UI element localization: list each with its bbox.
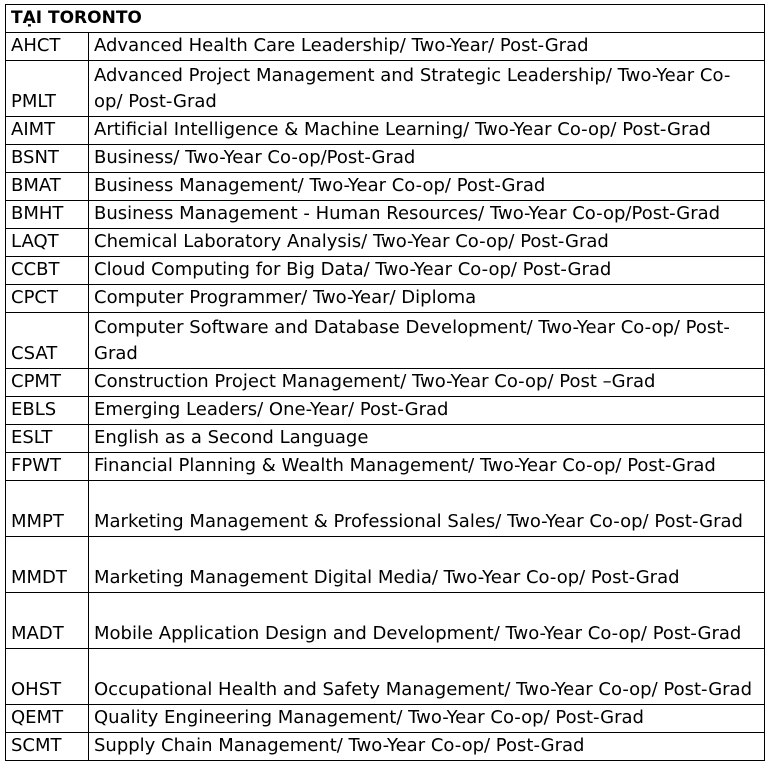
program-name: English as a Second Language bbox=[89, 425, 765, 453]
program-name: Business Management/ Two-Year Co-op/ Post-Grad bbox=[89, 173, 765, 201]
table-row bbox=[6, 425, 765, 453]
table-row bbox=[6, 33, 765, 61]
program-name: Marketing Management Digital Media/ Two-Year Co-op/ Post-Grad bbox=[89, 537, 765, 593]
program-table bbox=[5, 4, 765, 761]
program-name: Chemical Laboratory Analysis/ Two-Year Co-op/ Post-Grad bbox=[89, 229, 765, 257]
table-row bbox=[6, 649, 765, 705]
program-code: QEMT bbox=[6, 705, 89, 733]
program-code: SCMT bbox=[6, 733, 89, 761]
program-code: MADT bbox=[6, 593, 89, 649]
program-name: Business Management - Human Resources/ Two-Year Co-op/Post-Grad bbox=[89, 201, 765, 229]
program-name: Computer Software and Database Development/ Two-Year Co-op/ Post-Grad bbox=[89, 313, 765, 369]
program-name: Supply Chain Management/ Two-Year Co-op/ Post-Grad bbox=[89, 733, 765, 761]
program-name: Artificial Intelligence & Machine Learning/ Two-Year Co-op/ Post-Grad bbox=[89, 117, 765, 145]
table-row bbox=[6, 733, 765, 761]
table-row bbox=[6, 61, 765, 117]
program-name: Occupational Health and Safety Management/ Two-Year Co-op/ Post-Grad bbox=[89, 649, 765, 705]
table-row bbox=[6, 257, 765, 285]
program-code: OHST bbox=[6, 649, 89, 705]
program-name: Cloud Computing for Big Data/ Two-Year Co-op/ Post-Grad bbox=[89, 257, 765, 285]
table-row bbox=[6, 117, 765, 145]
table-header: TẠI TORONTO bbox=[6, 5, 765, 33]
table-row bbox=[6, 397, 765, 425]
program-code: BMHT bbox=[6, 201, 89, 229]
table-header-row bbox=[6, 5, 765, 33]
program-code: LAQT bbox=[6, 229, 89, 257]
program-name: Emerging Leaders/ One-Year/ Post-Grad bbox=[89, 397, 765, 425]
table-row bbox=[6, 145, 765, 173]
program-code: ESLT bbox=[6, 425, 89, 453]
table-row bbox=[6, 453, 765, 481]
program-code: PMLT bbox=[6, 61, 89, 117]
program-name: Advanced Project Management and Strategic Leadership/ Two-Year Co-op/ Post-Grad bbox=[89, 61, 765, 117]
table-row bbox=[6, 173, 765, 201]
program-code: BMAT bbox=[6, 173, 89, 201]
table-row bbox=[6, 313, 765, 369]
program-name: Quality Engineering Management/ Two-Year Co-op/ Post-Grad bbox=[89, 705, 765, 733]
program-code: AHCT bbox=[6, 33, 89, 61]
program-name: Mobile Application Design and Development/ Two-Year Co-op/ Post-Grad bbox=[89, 593, 765, 649]
program-name: Advanced Health Care Leadership/ Two-Year/ Post-Grad bbox=[89, 33, 765, 61]
program-code: FPWT bbox=[6, 453, 89, 481]
table-row bbox=[6, 481, 765, 537]
program-code: CCBT bbox=[6, 257, 89, 285]
program-code: CPCT bbox=[6, 285, 89, 313]
table-row bbox=[6, 285, 765, 313]
program-name: Computer Programmer/ Two-Year/ Diploma bbox=[89, 285, 765, 313]
program-code: CPMT bbox=[6, 369, 89, 397]
program-code: CSAT bbox=[6, 313, 89, 369]
table-row bbox=[6, 229, 765, 257]
program-name: Construction Project Management/ Two-Year Co-op/ Post –Grad bbox=[89, 369, 765, 397]
program-name: Business/ Two-Year Co-op/Post-Grad bbox=[89, 145, 765, 173]
table-row bbox=[6, 593, 765, 649]
table-row bbox=[6, 369, 765, 397]
program-name: Financial Planning & Wealth Management/ Two-Year Co-op/ Post-Grad bbox=[89, 453, 765, 481]
program-code: EBLS bbox=[6, 397, 89, 425]
program-code: MMDT bbox=[6, 537, 89, 593]
program-name: Marketing Management & Professional Sales/ Two-Year Co-op/ Post-Grad bbox=[89, 481, 765, 537]
program-code: MMPT bbox=[6, 481, 89, 537]
program-code: AIMT bbox=[6, 117, 89, 145]
program-code: BSNT bbox=[6, 145, 89, 173]
table-row bbox=[6, 537, 765, 593]
table-row bbox=[6, 705, 765, 733]
table-row bbox=[6, 201, 765, 229]
